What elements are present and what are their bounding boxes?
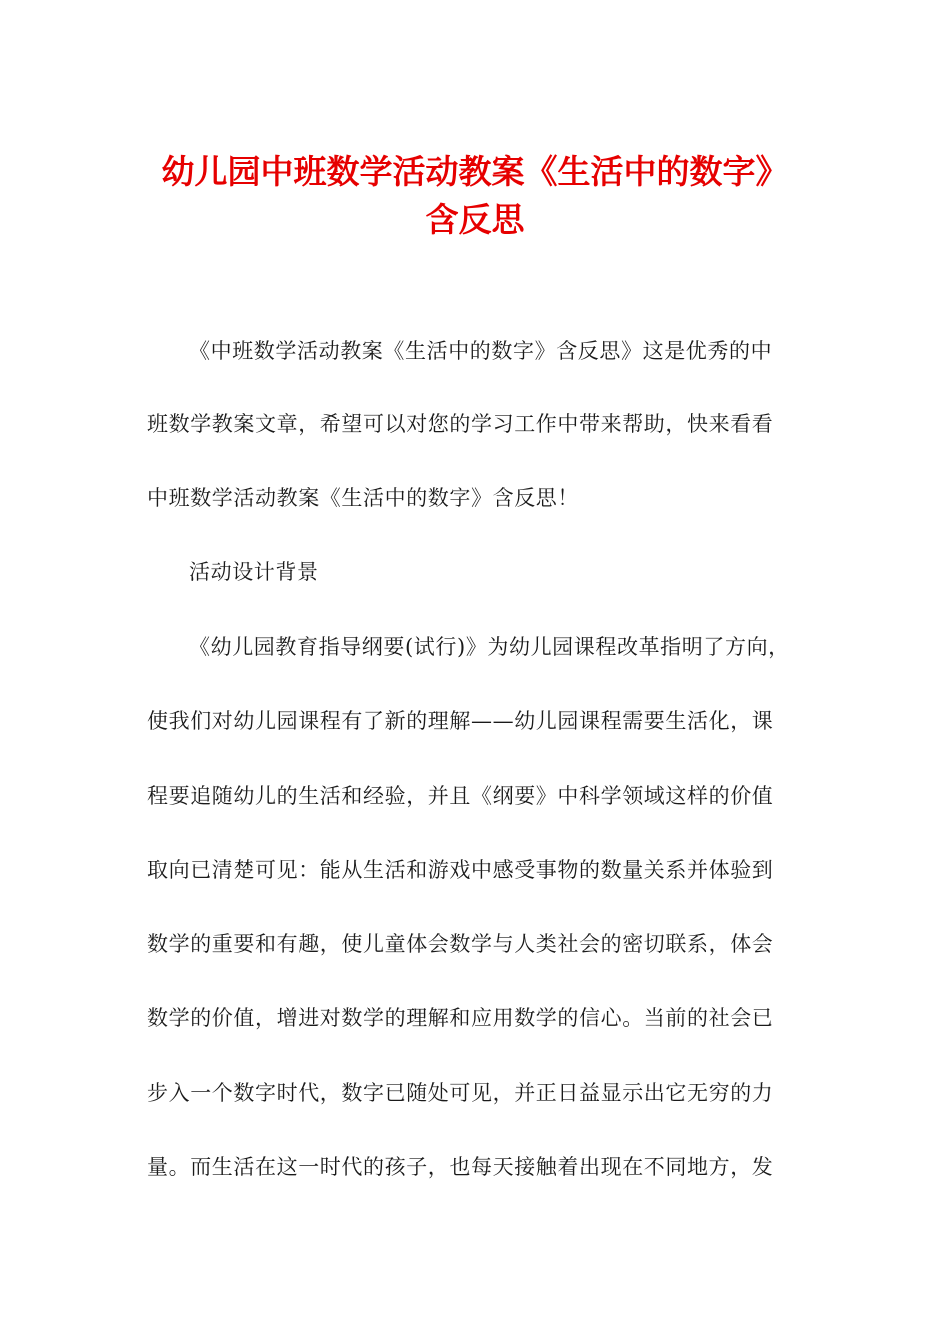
document-title-line-2: 含反思 [425, 200, 525, 239]
section-heading: 活动设计背景 [189, 560, 319, 584]
intro-paragraph-line-2: 班数学教案文章，希望可以对您的学习工作中带来帮助，快来看看 [147, 412, 774, 436]
intro-paragraph-line-1: 《中班数学活动教案《生活中的数字》含反思》这是优秀的中 [189, 339, 773, 363]
document-title-line-1: 幼儿园中班数学活动教案《生活中的数字》 [161, 152, 789, 191]
background-paragraph-line-4: 取向已清楚可见：能从生活和游戏中感受事物的数量关系并体验到 [147, 858, 774, 882]
background-paragraph-line-5: 数学的重要和有趣，使儿童体会数学与人类社会的密切联系，体会 [147, 932, 774, 956]
background-paragraph-line-8: 量。而生活在这一时代的孩子，也每天接触着出现在不同地方，发 [147, 1155, 774, 1179]
background-paragraph-line-2: 使我们对幼儿园课程有了新的理解——幼儿园课程需要生活化，课 [147, 709, 774, 733]
intro-paragraph-line-3: 中班数学活动教案《生活中的数字》含反思！ [147, 486, 579, 510]
background-paragraph-line-1: 《幼儿园教育指导纲要(试行)》为幼儿园课程改革指明了方向， [189, 635, 790, 659]
background-paragraph-line-3: 程要追随幼儿的生活和经验，并且《纲要》中科学领域这样的价值 [147, 784, 774, 808]
background-paragraph-line-7: 步入一个数字时代，数字已随处可见，并正日益显示出它无穷的力 [147, 1081, 774, 1105]
background-paragraph-line-6: 数学的价值，增进对数学的理解和应用数学的信心。当前的社会已 [147, 1006, 774, 1030]
